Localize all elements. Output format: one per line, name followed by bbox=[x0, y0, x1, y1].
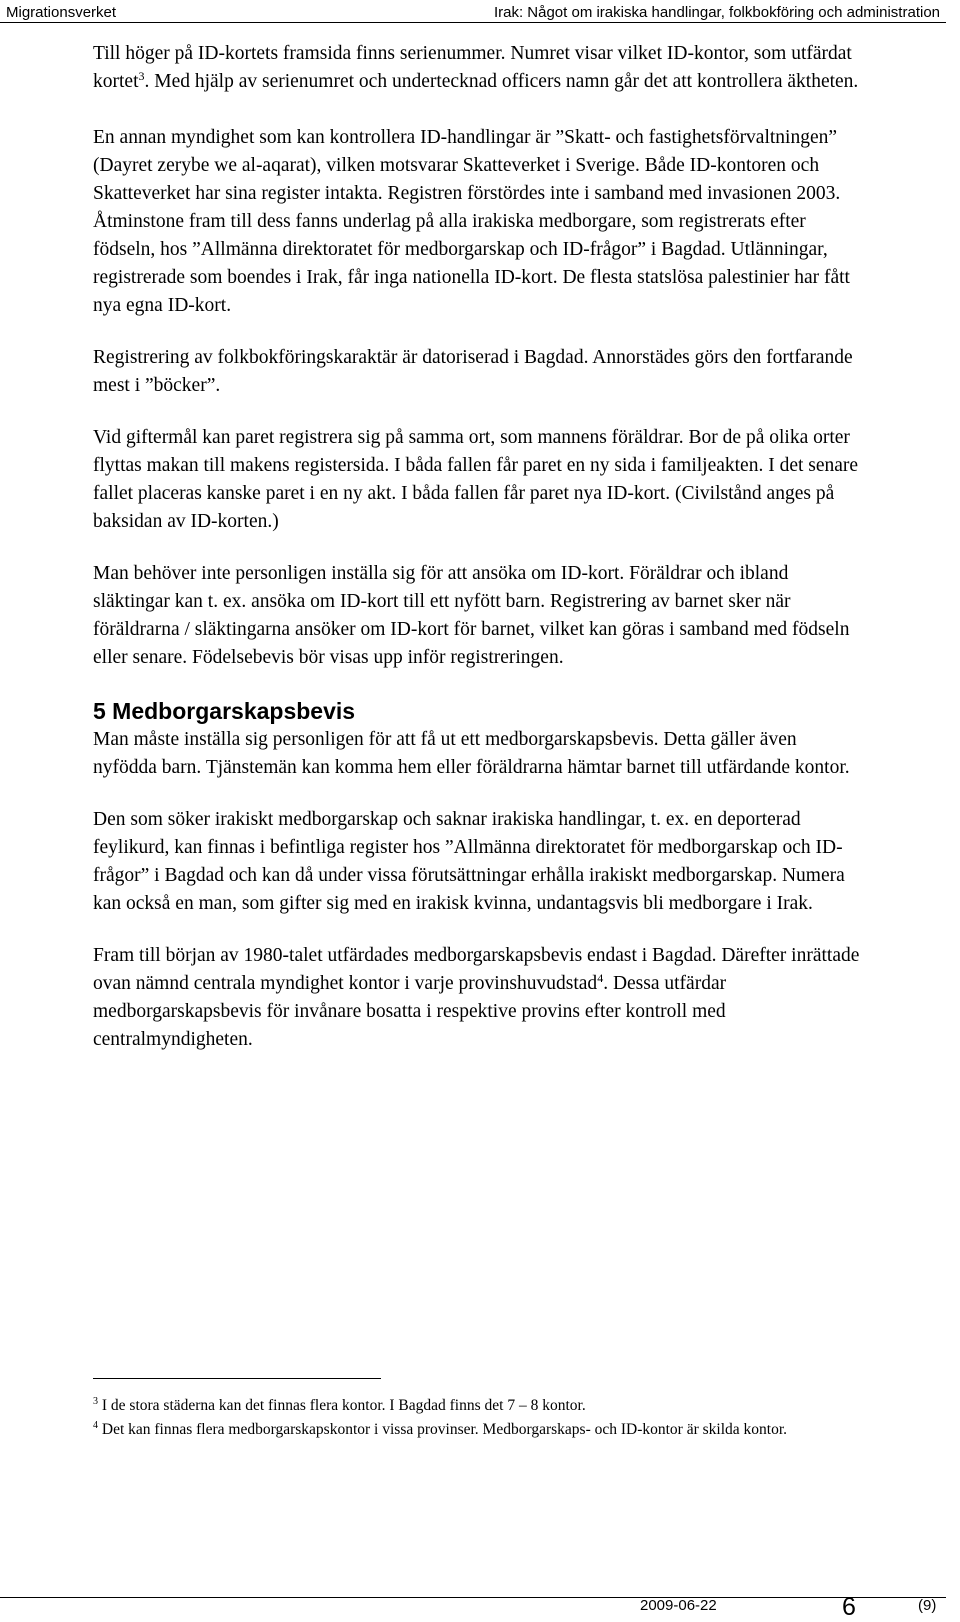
paragraph-registration: Registrering av folkbokföringskaraktär är datoriserad i Bagdad. Annorstädes görs den fortfarande mest i ”böcker”. bbox=[93, 347, 853, 396]
footnote-divider bbox=[93, 1378, 381, 1379]
footnote-4: $^4$ Det kan finnas flera medborgarskapskontor i vissa provinser. Medborgarskaps- och ID-kontor är skilda kontor. bbox=[93, 1420, 788, 1438]
paragraph-citizenship-pickup: Man måste inställa sig personligen för att få ut ett medborgarskapsbevis. Detta gäller även nyfödda barn. Tjänstemän kan komma hem eller föräldrarna hämtar barnet till utfärdande kontor. bbox=[93, 729, 850, 778]
footnote-3: $^3$ I de stora städerna kan det finnas flera kontor. I Bagdad finns det 7 – 8 kontor. bbox=[93, 1396, 586, 1414]
paragraph-tax-authority: En annan myndighet som kan kontrollera ID-handlingar är ”Skatt- och fastighetsförvaltningen” (Dayret zerybe we al-aqarat), vilken motsvarar Skatteverket i Sverige. Både ID-kontoren och Skatteverket har sina register intakta. Registren förstördes inte i samband med invasionen 2003. Åtminstone fram till dess fanns underlag på alla irakiska medborgare, som registrerats efter födseln, hos ”Allmänna direktoratet för medborgarskap och ID-frågor” i Bagdad. Utlänningar, registrerade som boendes i Irak, får inga nationella ID-kort. De flesta statslösa palestinier har fått nya egna ID-kort. bbox=[93, 127, 850, 316]
header-divider bbox=[0, 22, 946, 23]
footer-page-total: (9) bbox=[918, 1597, 937, 1614]
document-body bbox=[93, 40, 865, 1078]
paragraph-id-application: Man behöver inte personligen inställa sig för att ansöka om ID-kort. Föräldrar och ibland släktingar kan t. ex. ansöka om ID-kort till ett nyfött barn. Registrering av barnet sker när föräldrarna / släktingarna ansöker om ID-kort för barnet, vilket kan göras i samband med födseln eller senare. Födelsebevis bör visas upp inför registreringen. bbox=[93, 563, 850, 668]
footnotes bbox=[93, 1394, 833, 1442]
header-document-title: Irak: Något om irakiska handlingar, folkbokföring och administration bbox=[493, 3, 940, 21]
page-header bbox=[0, 0, 946, 24]
footer-divider bbox=[0, 1597, 946, 1598]
footer-date: 2009-06-22 bbox=[640, 1597, 717, 1614]
footer-page-number: 6 bbox=[842, 1593, 856, 1621]
header-organization: Migrationsverket bbox=[6, 3, 117, 21]
footnote-ref-4[interactable]: 4 bbox=[597, 971, 604, 985]
paragraph-citizenship-registry: Den som söker irakiskt medborgarskap och saknar irakiska handlingar, t. ex. en deporterad feylikurd, kan finnas i befintliga register hos ”Allmänna direktoratet för medborgarskap och ID-frågor” i Bagdad och kan då under vissa förutsättningar erhålla irakiskt medborgarskap. Numera kan också en man, som gifter sig med en irakisk kvinna, undantagsvis bli medborgare i Irak. bbox=[93, 809, 845, 914]
paragraph-id-serial: Till höger på ID-kortets framsida finns serienummer. Numret visar vilket ID-kontor, som utfärdat kortet$^3$. Med hjälp av serienumret och undertecknad officers namn går det att kontrollera äktheten. bbox=[93, 43, 859, 92]
paragraph-citizenship-offices: Fram till början av 1980-talet utfärdades medborgarskapsbevis endast i Bagdad. Därefter inrättade ovan nämnd centrala myndighet kontor i varje provinshuvudstad$^4$. Dessa utfärdar medborgarskapsbevis för invånare bosatta i respektive provins efter kontroll med centralmyndigheten. bbox=[93, 945, 860, 1050]
paragraph-marriage: Vid giftermål kan paret registrera sig på samma ort, som mannens föräldrar. Bor de på olika orter flyttas makan till makens registersida. I båda fallen får paret en ny sida i familjeakten. I det senare fallet placeras kanske paret i en ny akt. I båda fallen får paret nya ID-kort. (Civilstånd anges på baksidan av ID-korten.) bbox=[93, 427, 859, 532]
section-heading: 5 Medborgarskapsbevis bbox=[93, 698, 356, 724]
footnote-ref-3[interactable]: 3 bbox=[138, 69, 145, 83]
